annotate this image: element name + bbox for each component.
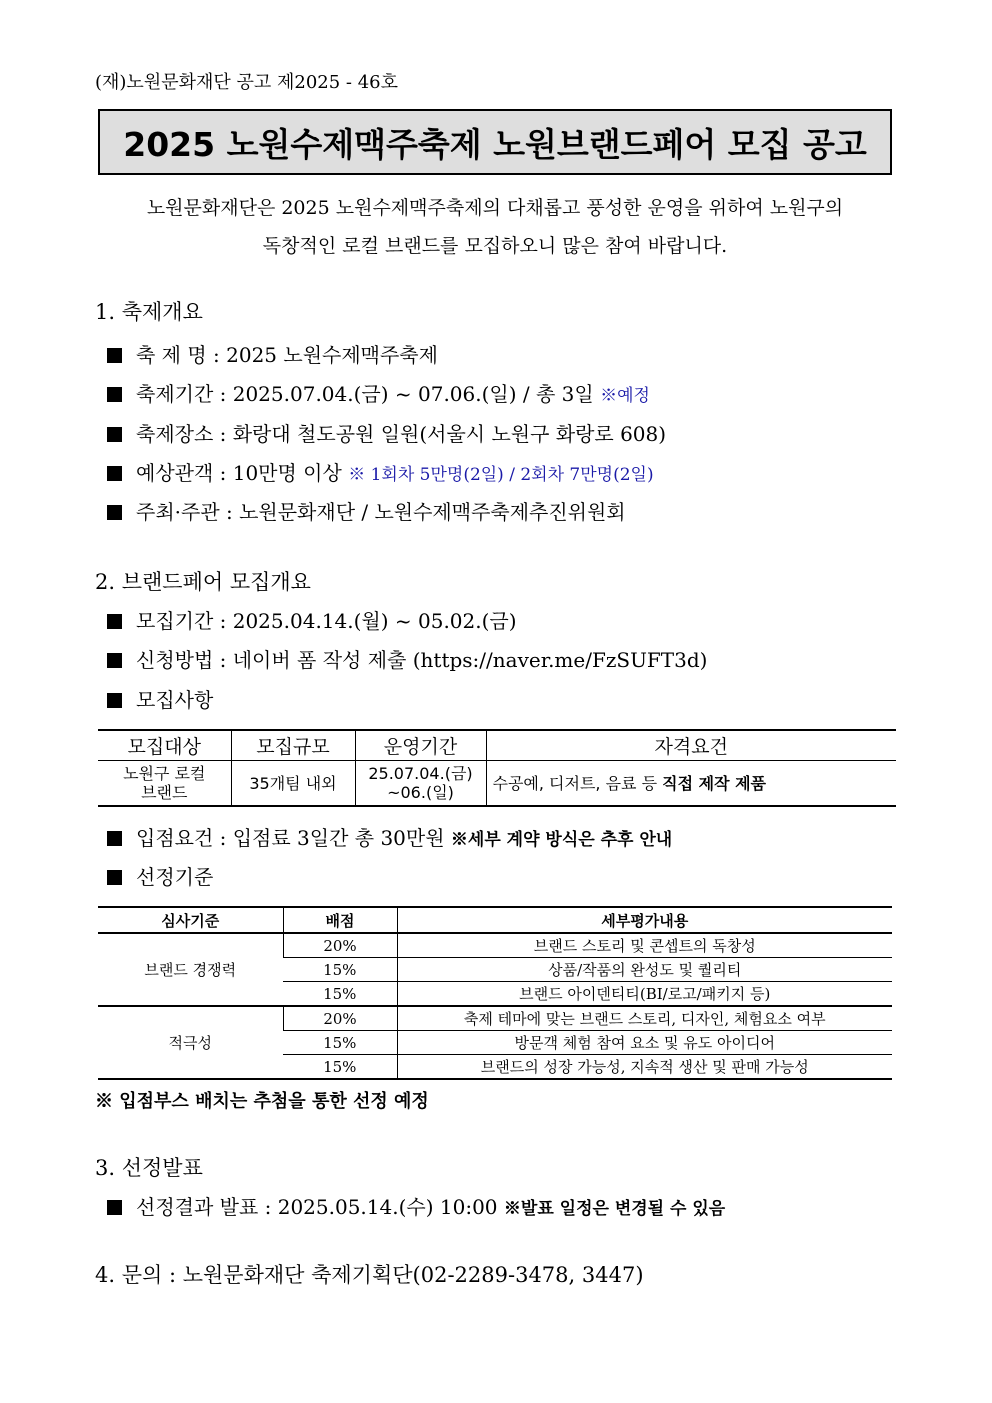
result-announcement-text: 선정결과 발표 : 2025.05.14.(수) 10:00 bbox=[136, 1195, 498, 1219]
table-header: 심사기준 bbox=[98, 907, 283, 933]
op-line: ~06.(일) bbox=[387, 783, 454, 802]
requirement-text: 수공예, 디저트, 음료 등 bbox=[492, 773, 658, 793]
table-row bbox=[98, 1006, 892, 1031]
score-cell: 15% bbox=[283, 958, 397, 982]
square-bullet-icon bbox=[107, 1200, 122, 1215]
apply-method bbox=[107, 644, 707, 673]
scale-cell: 35개팀 내외 bbox=[231, 761, 355, 807]
table-header: 자격요건 bbox=[486, 730, 896, 761]
requirement-cell bbox=[486, 761, 896, 807]
score-cell: 15% bbox=[283, 1031, 397, 1055]
score-cell: 20% bbox=[283, 933, 397, 958]
desc-cell: 축제 테마에 맞는 브랜드 스토리, 디자인, 체험요소 여부 bbox=[397, 1006, 892, 1031]
desc-cell: 브랜드 스토리 및 콘셉트의 독창성 bbox=[397, 933, 892, 958]
square-bullet-icon bbox=[107, 387, 122, 402]
festival-place-text: 축제장소 : 화랑대 철도공원 일원(서울시 노원구 화랑로 608) bbox=[136, 422, 667, 446]
recruit-period bbox=[107, 605, 517, 634]
square-bullet-icon bbox=[107, 614, 122, 629]
square-bullet-icon bbox=[107, 427, 122, 442]
selection-criteria bbox=[107, 861, 213, 890]
festival-name-text: 축 제 명 : 2025 노원수제맥주축제 bbox=[136, 343, 438, 367]
table-header: 운영기간 bbox=[355, 730, 486, 761]
festival-name bbox=[107, 339, 438, 368]
festival-place bbox=[107, 418, 666, 447]
square-bullet-icon bbox=[107, 831, 122, 846]
table-header-row bbox=[98, 907, 892, 933]
desc-cell: 방문객 체험 참여 요소 및 유도 아이디어 bbox=[397, 1031, 892, 1055]
square-bullet-icon bbox=[107, 870, 122, 885]
audience-note: ※ 1회차 5만명(2일) / 2회차 7만명(2일) bbox=[348, 465, 654, 485]
booth-note: ※ 입점부스 배치는 추첨을 통한 선정 예정 bbox=[95, 1091, 429, 1112]
entry-note: ※세부 계약 방식은 추후 안내 bbox=[450, 830, 673, 850]
target-line: 노원구 로컬 bbox=[123, 764, 206, 783]
section-2-heading: 2. 브랜드페어 모집개요 bbox=[95, 570, 311, 594]
result-announcement bbox=[107, 1191, 725, 1220]
page-title: 2025 노원수제맥주축제 노원브랜드페어 모집 공고 bbox=[123, 124, 867, 164]
festival-host bbox=[107, 496, 626, 525]
square-bullet-icon bbox=[107, 466, 122, 481]
square-bullet-icon bbox=[107, 348, 122, 363]
result-note: ※발표 일정은 변경될 수 있음 bbox=[503, 1199, 726, 1219]
score-cell: 15% bbox=[283, 982, 397, 1007]
table-header: 세부평가내용 bbox=[397, 907, 892, 933]
square-bullet-icon bbox=[107, 693, 122, 708]
desc-cell: 브랜드의 성장 가능성, 지속적 생산 및 판매 가능성 bbox=[397, 1055, 892, 1080]
festival-period-text: 축제기간 : 2025.07.04.(금) ~ 07.06.(일) / 총 3일 bbox=[136, 382, 594, 406]
expected-audience-text: 예상관객 : 10만명 이상 bbox=[136, 461, 342, 485]
recruit-period-text: 모집기간 : 2025.04.14.(월) ~ 05.02.(금) bbox=[136, 609, 517, 633]
table-row bbox=[98, 761, 896, 807]
apply-method-text: 신청방법 : 네이버 폼 작성 제출 (https://naver.me/FzSUFT3d) bbox=[136, 648, 708, 672]
recruit-items-text: 모집사항 bbox=[136, 688, 214, 712]
table-header: 모집규모 bbox=[231, 730, 355, 761]
target-line: 브랜드 bbox=[141, 783, 188, 802]
op-period-cell bbox=[355, 761, 486, 807]
recruit-table bbox=[98, 729, 896, 807]
festival-period bbox=[107, 378, 650, 407]
score-cell: 20% bbox=[283, 1006, 397, 1031]
entry-condition bbox=[107, 822, 672, 851]
desc-cell: 브랜드 아이덴티티(BI/로고/패키지 등) bbox=[397, 982, 892, 1007]
section-3-heading: 3. 선정발표 bbox=[95, 1156, 203, 1180]
table-header: 배점 bbox=[283, 907, 397, 933]
score-cell: 15% bbox=[283, 1055, 397, 1080]
festival-host-text: 주최·주관 : 노원문화재단 / 노원수제맥주축제추진위원회 bbox=[136, 500, 626, 524]
requirement-bold: 직접 제작 제품 bbox=[662, 773, 767, 793]
criteria-table bbox=[98, 906, 892, 1080]
intro-line-2: 독창적인 로컬 브랜드를 모집하오니 많은 참여 바랍니다. bbox=[262, 235, 728, 257]
period-note: ※예정 bbox=[600, 386, 650, 406]
notice-reference: (재)노원문화재단 공고 제2025 - 46호 bbox=[95, 72, 398, 93]
recruit-items bbox=[107, 684, 213, 713]
contact-info: 4. 문의 : 노원문화재단 축제기획단(02-2289-3478, 3447) bbox=[95, 1263, 644, 1287]
intro-line-1: 노원문화재단은 2025 노원수제맥주축제의 다채롭고 풍성한 운영을 위하여 노원구의 bbox=[146, 197, 844, 219]
table-row bbox=[98, 933, 892, 958]
group-proactiveness: 적극성 bbox=[98, 1006, 283, 1079]
square-bullet-icon bbox=[107, 653, 122, 668]
expected-audience bbox=[107, 457, 654, 486]
entry-condition-text: 입점요건 : 입점료 3일간 총 30만원 bbox=[136, 826, 445, 850]
title-box bbox=[98, 109, 892, 175]
square-bullet-icon bbox=[107, 505, 122, 520]
op-line: 25.07.04.(금) bbox=[368, 764, 473, 783]
section-1-heading: 1. 축제개요 bbox=[95, 300, 203, 324]
desc-cell: 상품/작품의 완성도 및 퀄리티 bbox=[397, 958, 892, 982]
group-brand-competitiveness: 브랜드 경쟁력 bbox=[98, 933, 283, 1006]
target-cell bbox=[98, 761, 231, 807]
selection-criteria-text: 선정기준 bbox=[136, 865, 214, 889]
table-header: 모집대상 bbox=[98, 730, 231, 761]
table-header-row bbox=[98, 730, 896, 761]
